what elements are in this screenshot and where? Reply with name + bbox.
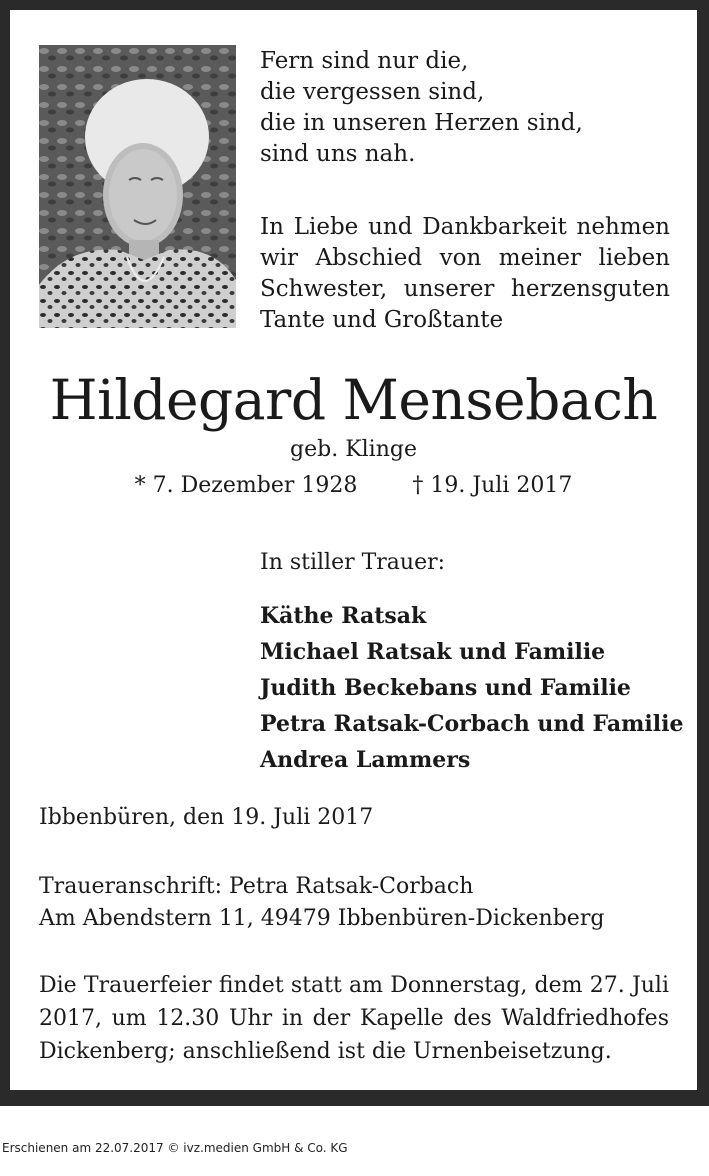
poem-line: die vergessen sind, [260,79,485,105]
funeral-service-info: Die Trauerfeier findet statt am Donnerstag, dem 27. Juli 2017, um 12.30 Uhr in der Kapelle des Waldfriedhofes Dickenberg; anschließend ist die Urnenbeisetzung. [39,973,669,1064]
address-line-2: Am Abendstern 11, 49479 Ibbenbüren-Dickenberg [39,906,605,931]
mourner-name: Michael Ratsak und Familie [260,639,606,665]
poem-line: Fern sind nur die, [260,48,469,74]
portrait-photo [39,45,236,328]
obituary-notice [10,10,697,1090]
poem-line: die in unseren Herzen sind, [260,110,583,136]
deceased-name: Hildegard Mensebach [49,368,658,432]
address-line-1: Traueranschrift: Petra Ratsak-Corbach [39,874,474,899]
death-date: † 19. Juli 2017 [412,473,573,498]
poem-line: sind uns nah. [260,141,416,167]
mourning-label: In stiller Trauer: [260,550,446,575]
mourner-name: Petra Ratsak-Corbach und Familie [260,711,684,737]
farewell-text: In Liebe und Dankbarkeit nehmen wir Abschied von meiner lieben Schwester, unserer herzensguten Tante und Großtante [260,214,670,333]
portrait-photo-icon [39,45,236,328]
place-and-date: Ibbenbüren, den 19. Juli 2017 [39,805,374,830]
life-dates [10,471,697,501]
maiden-name: geb. Klinge [290,437,417,462]
publication-credit: Erschienen am 22.07.2017 © ivz.medien GmbH & Co. KG [2,1141,348,1155]
poem [260,46,670,170]
mourner-name: Käthe Ratsak [260,603,427,629]
birth-date: * 7. Dezember 1928 [134,473,358,498]
mourners-list [260,598,683,778]
mourning-address [39,871,604,935]
mourner-name: Andrea Lammers [260,747,471,773]
mourner-name: Judith Beckebans und Familie [260,675,631,701]
